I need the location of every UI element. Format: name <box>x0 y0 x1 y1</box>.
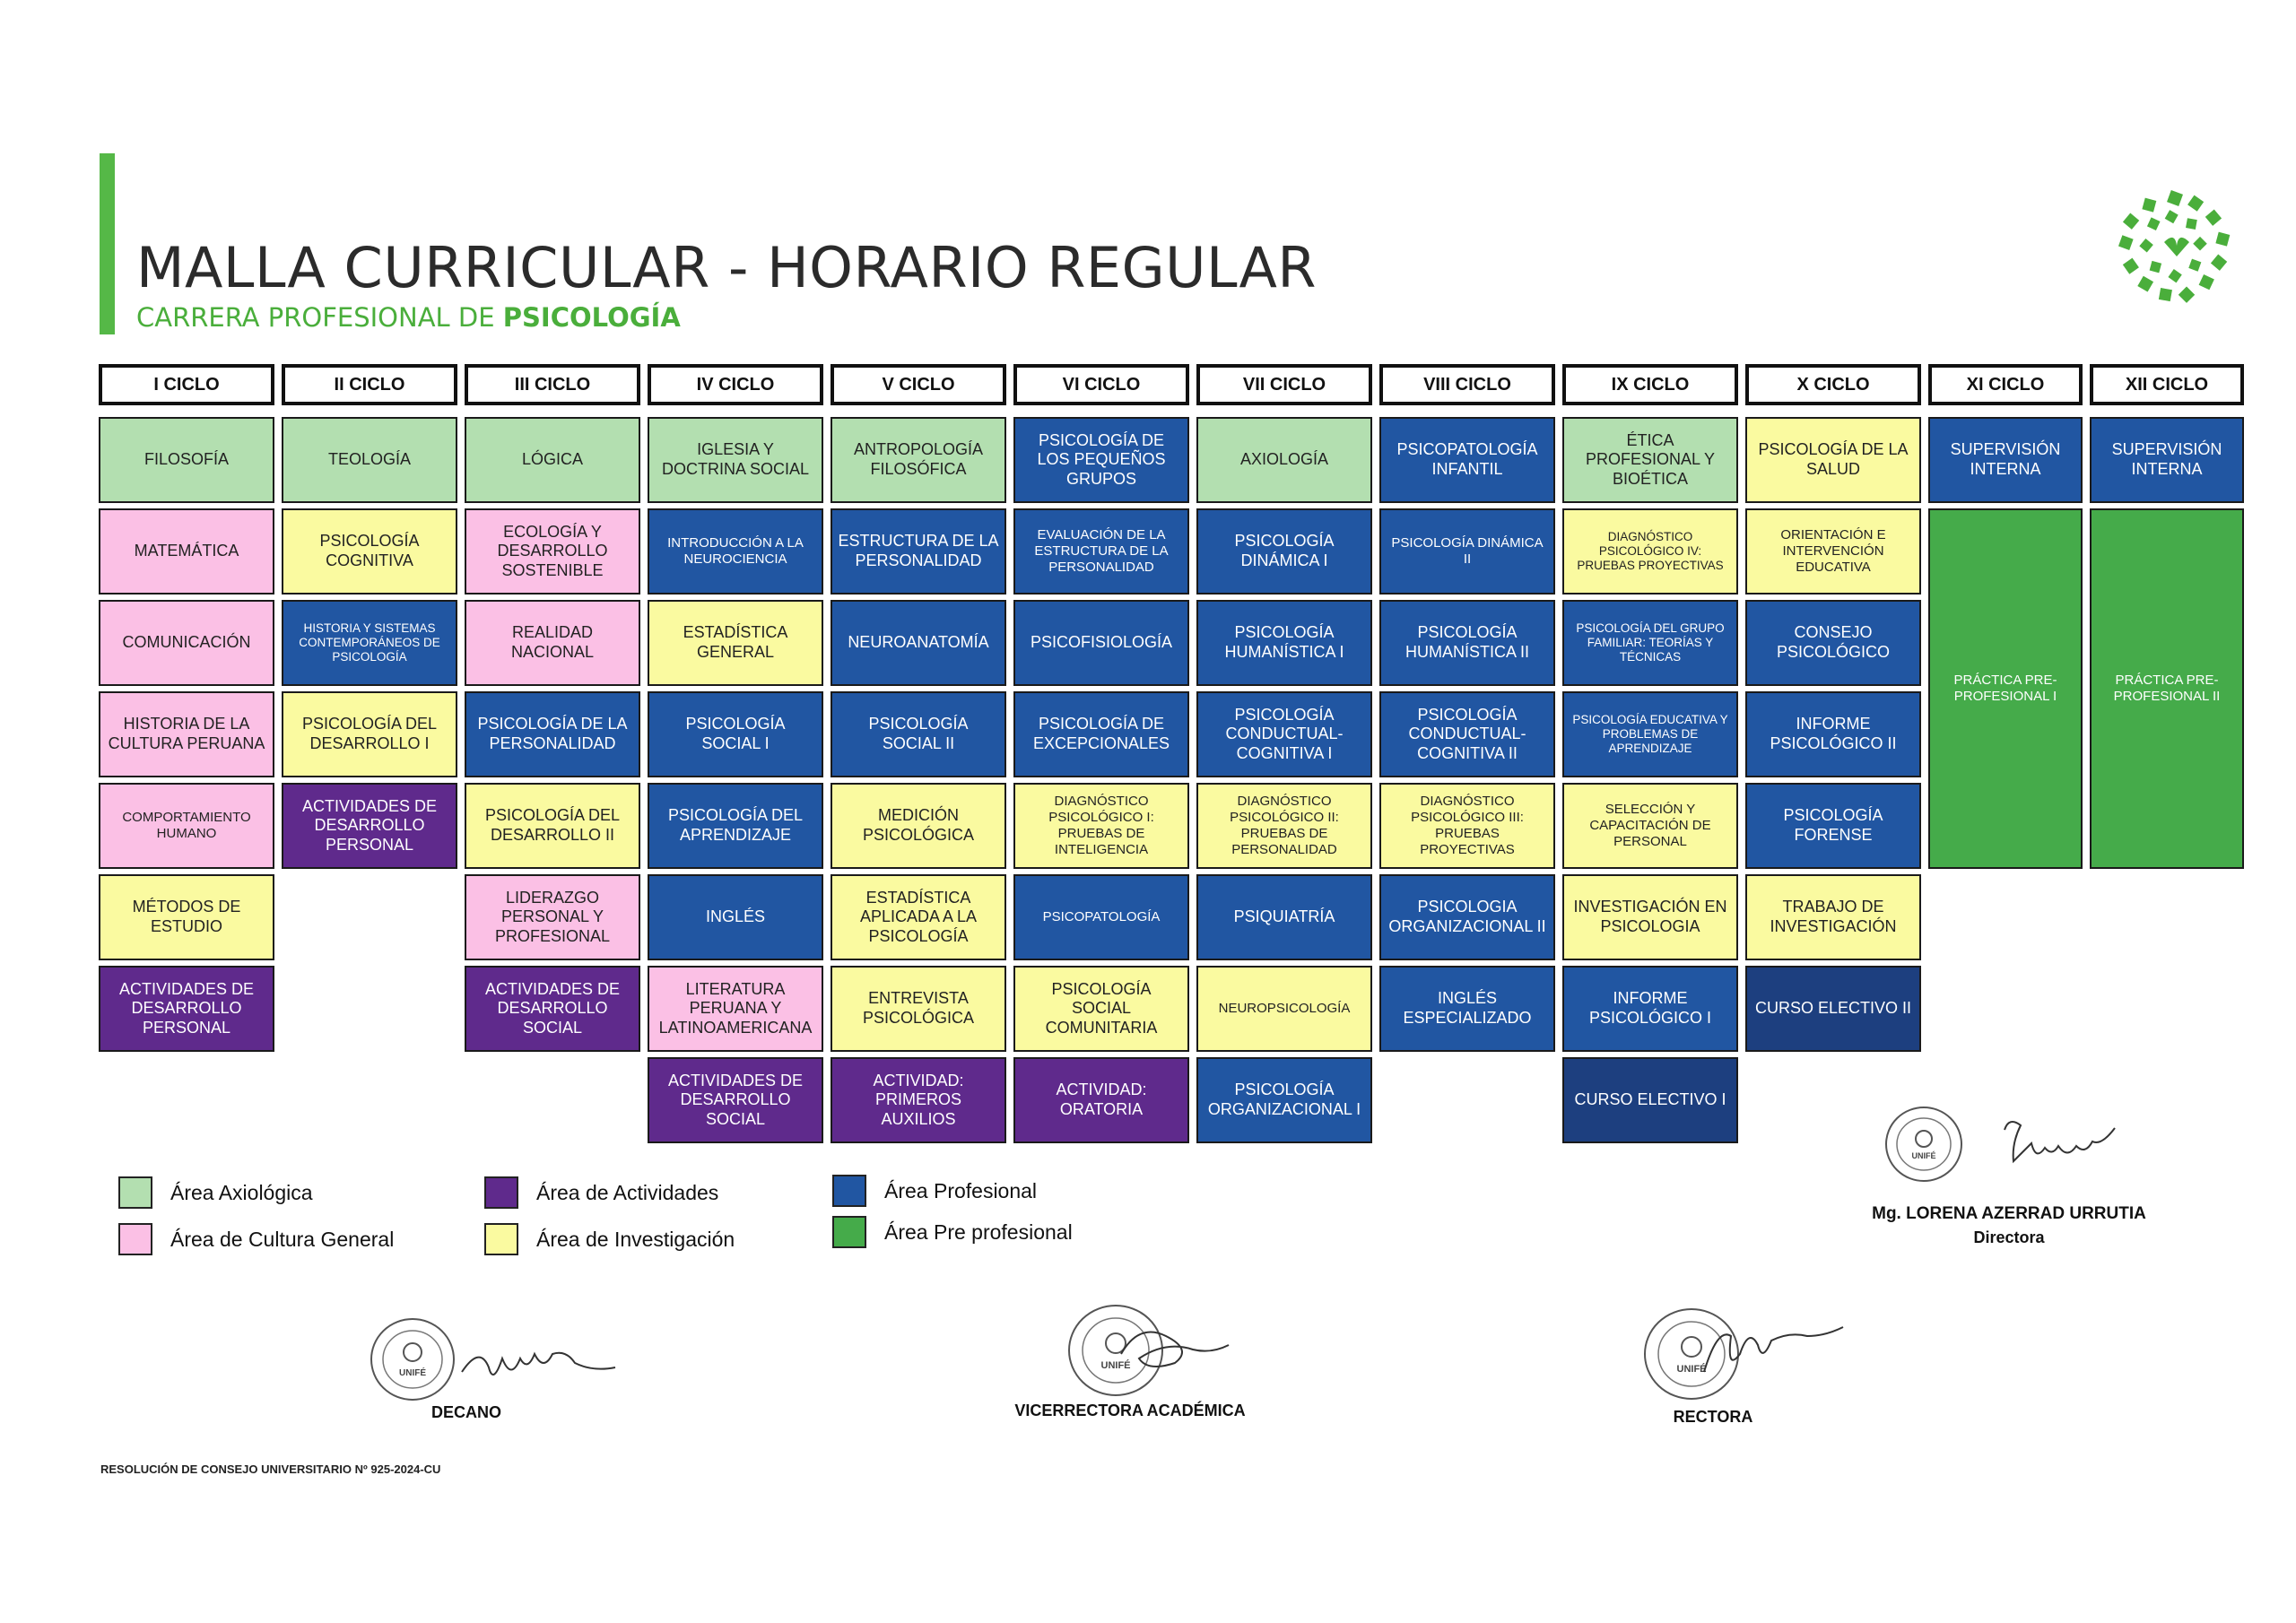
legend-item <box>832 1175 1037 1207</box>
course-cell: PSICOLOGÍA COGNITIVA <box>282 508 457 595</box>
cycle-header: X CICLO <box>1745 364 1921 405</box>
course-cell: TRABAJO DE INVESTIGACIÓN <box>1745 874 1921 960</box>
legend-item <box>832 1216 1073 1248</box>
rectora-label: RECTORA <box>1673 1408 1753 1426</box>
cycle-header: II CICLO <box>282 364 457 405</box>
cycle-header: IX CICLO <box>1562 364 1738 405</box>
course-cell: PSICOLOGÍA DE LA SALUD <box>1745 417 1921 503</box>
course-cell: INGLÉS ESPECIALIZADO <box>1379 966 1555 1052</box>
course-cell: PSICOLOGIA ORGANIZACIONAL II <box>1379 874 1555 960</box>
director-signature-icon <box>1996 1112 2130 1175</box>
course-cell: LITERATURA PERUANA Y LATINOAMERICANA <box>648 966 823 1052</box>
course-cell: COMUNICACIÓN <box>99 600 274 686</box>
course-cell: PSICOLOGÍA DINÁMICA II <box>1379 508 1555 595</box>
legend-label: Área Axiológica <box>170 1180 313 1204</box>
course-cell: AXIOLOGÍA <box>1196 417 1372 503</box>
course-cell: PSICOLOGÍA SOCIAL COMUNITARIA <box>1013 966 1189 1052</box>
course-cell: PSICOPATOLOGÍA INFANTIL <box>1379 417 1555 503</box>
course-cell: PSICOLOGÍA HUMANÍSTICA I <box>1196 600 1372 686</box>
legend-label: Área de Actividades <box>536 1180 719 1204</box>
course-cell: INVESTIGACIÓN EN PSICOLOGIA <box>1562 874 1738 960</box>
course-cell: NEUROPSICOLOGÍA <box>1196 966 1372 1052</box>
course-cell: PSICOLOGÍA DEL GRUPO FAMILIAR: TEORÍAS Y TÉCNICAS <box>1562 600 1738 686</box>
legend-swatch <box>484 1223 518 1255</box>
cycle-header: IV CICLO <box>648 364 823 405</box>
course-cell: PSICOLOGÍA SOCIAL I <box>648 691 823 777</box>
course-cell: IGLESIA Y DOCTRINA SOCIAL <box>648 417 823 503</box>
course-cell: DIAGNÓSTICO PSICOLÓGICO I: PRUEBAS DE INTELIGENCIA <box>1013 783 1189 869</box>
course-cell: ORIENTACIÓN E INTERVENCIÓN EDUCATIVA <box>1745 508 1921 595</box>
decano-signature-icon <box>457 1332 619 1394</box>
rectora-signature-icon <box>1686 1318 1848 1390</box>
course-cell: SUPERVISIÓN INTERNA <box>2090 417 2244 503</box>
director-role: Directora <box>1973 1228 2045 1246</box>
course-cell: PRÁCTICA PRE-PROFESIONAL I <box>1928 508 2083 869</box>
course-cell: EVALUACIÓN DE LA ESTRUCTURA DE LA PERSONALIDAD <box>1013 508 1189 595</box>
course-cell: SUPERVISIÓN INTERNA <box>1928 417 2083 503</box>
course-cell: INTRODUCCIÓN A LA NEUROCIENCIA <box>648 508 823 595</box>
course-cell: ACTIVIDAD: PRIMEROS AUXILIOS <box>831 1057 1006 1143</box>
course-cell: COMPORTAMIENTO HUMANO <box>99 783 274 869</box>
course-cell: HISTORIA DE LA CULTURA PERUANA <box>99 691 274 777</box>
director-name: Mg. LORENA AZERRAD URRUTIA <box>1872 1204 2146 1223</box>
legend-item <box>484 1223 735 1255</box>
course-cell: PSICOLOGÍA DEL APRENDIZAJE <box>648 783 823 869</box>
course-cell: CURSO ELECTIVO II <box>1745 966 1921 1052</box>
legend-swatch <box>832 1175 866 1207</box>
course-cell: SELECCIÓN Y CAPACITACIÓN DE PERSONAL <box>1562 783 1738 869</box>
cycle-header: I CICLO <box>99 364 274 405</box>
course-cell: FILOSOFÍA <box>99 417 274 503</box>
cycle-header: XII CICLO <box>2090 364 2244 405</box>
course-cell: NEUROANATOMÍA <box>831 600 1006 686</box>
course-cell: ESTADÍSTICA GENERAL <box>648 600 823 686</box>
course-cell: PSICOLOGÍA CONDUCTUAL-COGNITIVA I <box>1196 691 1372 777</box>
course-cell: ACTIVIDADES DE DESARROLLO SOCIAL <box>465 966 640 1052</box>
course-cell: PSICOLOGÍA DE LA PERSONALIDAD <box>465 691 640 777</box>
legend-label: Área de Investigación <box>536 1227 735 1251</box>
legend-swatch <box>832 1216 866 1248</box>
course-cell: ANTROPOLOGÍA FILOSÓFICA <box>831 417 1006 503</box>
course-cell: PSICOPATOLOGÍA <box>1013 874 1189 960</box>
subtitle-prefix: CARRERA PROFESIONAL DE <box>136 302 503 333</box>
svg-text:UNIFÉ: UNIFÉ <box>1100 1360 1131 1371</box>
course-cell: INFORME PSICOLÓGICO I <box>1562 966 1738 1052</box>
cycle-header: VI CICLO <box>1013 364 1189 405</box>
subtitle-career: PSICOLOGÍA <box>502 302 681 333</box>
course-cell: PSICOLOGÍA CONDUCTUAL-COGNITIVA II <box>1379 691 1555 777</box>
cycle-header: III CICLO <box>465 364 640 405</box>
course-cell: ESTRUCTURA DE LA PERSONALIDAD <box>831 508 1006 595</box>
course-cell: ACTIVIDADES DE DESARROLLO PERSONAL <box>282 783 457 869</box>
course-cell: MEDICIÓN PSICOLÓGICA <box>831 783 1006 869</box>
legend-swatch <box>118 1223 152 1255</box>
course-cell: PSICOLOGÍA DE EXCEPCIONALES <box>1013 691 1189 777</box>
course-cell: PSICOLOGÍA EDUCATIVA Y PROBLEMAS DE APRENDIZAJE <box>1562 691 1738 777</box>
course-cell: REALIDAD NACIONAL <box>465 600 640 686</box>
course-cell: PSICOLOGÍA DEL DESARROLLO II <box>465 783 640 869</box>
legend-item <box>484 1176 718 1209</box>
course-cell: CURSO ELECTIVO I <box>1562 1057 1738 1143</box>
course-cell: MÉTODOS DE ESTUDIO <box>99 874 274 960</box>
legend-item <box>118 1223 394 1255</box>
course-cell: PSICOFISIOLOGÍA <box>1013 600 1189 686</box>
vicerrectora-label: VICERRECTORA ACADÉMICA <box>1014 1402 1246 1419</box>
svg-text:UNIFÉ: UNIFÉ <box>399 1368 426 1378</box>
course-cell: ACTIVIDAD: ORATORIA <box>1013 1057 1189 1143</box>
course-cell: ENTREVISTA PSICOLÓGICA <box>831 966 1006 1052</box>
course-cell: CONSEJO PSICOLÓGICO <box>1745 600 1921 686</box>
course-cell: TEOLOGÍA <box>282 417 457 503</box>
cycle-header: XI CICLO <box>1928 364 2083 405</box>
legend-swatch <box>118 1176 152 1209</box>
course-cell: ECOLOGÍA Y DESARROLLO SOSTENIBLE <box>465 508 640 595</box>
legend-item <box>118 1176 313 1209</box>
course-cell: PSICOLOGÍA DE LOS PEQUEÑOS GRUPOS <box>1013 417 1189 503</box>
course-cell: DIAGNÓSTICO PSICOLÓGICO IV: PRUEBAS PROYECTIVAS <box>1562 508 1738 595</box>
course-cell: INGLÉS <box>648 874 823 960</box>
direccion-seal-icon <box>1883 1105 1964 1184</box>
course-cell: PSICOLOGÍA ORGANIZACIONAL I <box>1196 1057 1372 1143</box>
decanato-seal-icon <box>368 1316 457 1402</box>
cycle-header: VII CICLO <box>1196 364 1372 405</box>
course-cell: LÓGICA <box>465 417 640 503</box>
course-cell: PRÁCTICA PRE-PROFESIONAL II <box>2090 508 2244 869</box>
course-cell: HISTORIA Y SISTEMAS CONTEMPORÁNEOS DE PSICOLOGÍA <box>282 600 457 686</box>
svg-text:UNIFÉ: UNIFÉ <box>1676 1364 1707 1375</box>
course-cell: PSICOLOGÍA HUMANÍSTICA II <box>1379 600 1555 686</box>
course-cell: ESTADÍSTICA APLICADA A LA PSICOLOGÍA <box>831 874 1006 960</box>
decano-label: DECANO <box>430 1403 501 1421</box>
course-cell: MATEMÁTICA <box>99 508 274 595</box>
cycle-header: V CICLO <box>831 364 1006 405</box>
page-title: MALLA CURRICULAR - HORARIO REGULAR <box>136 235 1317 300</box>
course-cell: PSICOLOGÍA DEL DESARROLLO I <box>282 691 457 777</box>
resolution-note: RESOLUCIÓN DE CONSEJO UNIVERSITARIO Nº 925-2024-CU <box>100 1462 441 1476</box>
legend-label: Área de Cultura General <box>170 1227 395 1251</box>
svg-text:UNIFÉ: UNIFÉ <box>1911 1151 1936 1160</box>
course-cell: ACTIVIDADES DE DESARROLLO PERSONAL <box>99 966 274 1052</box>
legend-swatch <box>484 1176 518 1209</box>
course-cell: DIAGNÓSTICO PSICOLÓGICO II: PRUEBAS DE PERSONALIDAD <box>1196 783 1372 869</box>
legend-label: Área Profesional <box>884 1178 1038 1202</box>
course-cell: ACTIVIDADES DE DESARROLLO SOCIAL <box>648 1057 823 1143</box>
course-cell: PSICOLOGÍA FORENSE <box>1745 783 1921 869</box>
course-cell: PSICOLOGÍA SOCIAL II <box>831 691 1006 777</box>
course-cell: INFORME PSICOLÓGICO II <box>1745 691 1921 777</box>
course-cell: LIDERAZGO PERSONAL Y PROFESIONAL <box>465 874 640 960</box>
cycle-header: VIII CICLO <box>1379 364 1555 405</box>
course-cell: PSICOLOGÍA DINÁMICA I <box>1196 508 1372 595</box>
legend-label: Área Pre profesional <box>884 1219 1073 1244</box>
course-cell: PSIQUIATRÍA <box>1196 874 1372 960</box>
vicerrectora-signature-icon <box>1112 1318 1238 1381</box>
course-cell: DIAGNÓSTICO PSICOLÓGICO III: PRUEBAS PROYECTIVAS <box>1379 783 1555 869</box>
course-cell: ÉTICA PROFESIONAL Y BIOÉTICA <box>1562 417 1738 503</box>
